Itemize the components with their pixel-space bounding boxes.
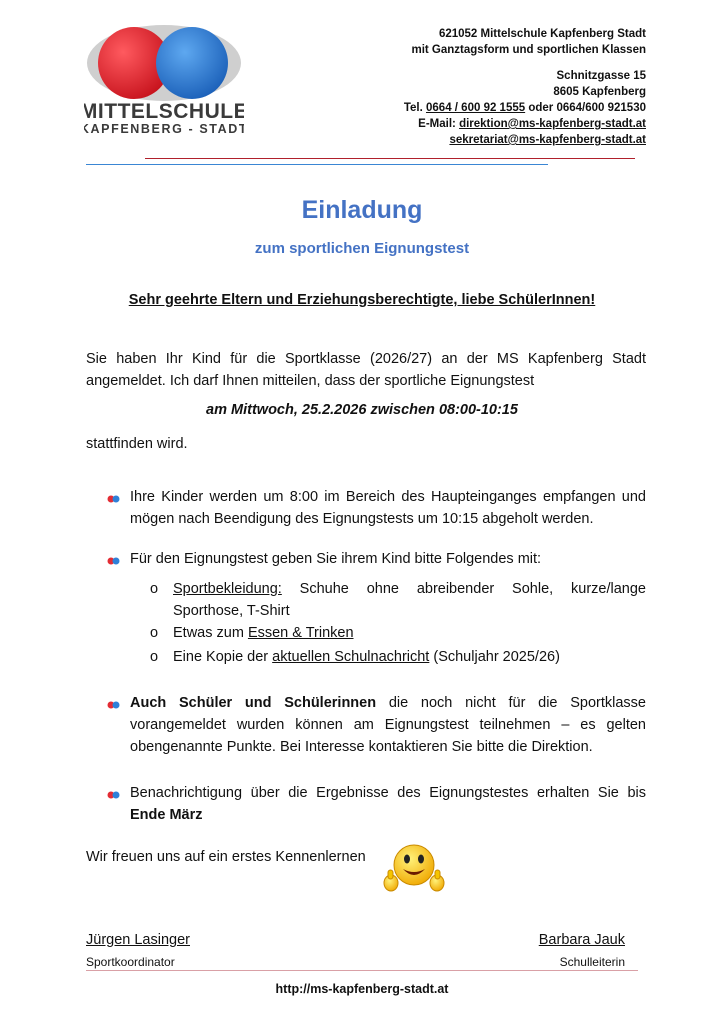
- sportswear-text: Schuhe ohne abreibender Sohle, kurze/lange Sporthose, T-Shirt: [173, 581, 646, 619]
- email-sekretariat-link[interactable]: sekretariat@ms-kapfenberg-stadt.at: [449, 134, 646, 146]
- bullet-arrival: Ihre Kinder werden um 8:00 im Bereich des Haupteinganges empfangen und mögen nach Beendigung des Eignungstests um 10:15 abgeholt werden.: [130, 489, 646, 527]
- school-logo: [84, 20, 244, 136]
- phone-link[interactable]: 0664 / 600 92 1555: [426, 102, 526, 114]
- address-street: Schnitzgasse 15: [556, 70, 646, 82]
- footer-website-link[interactable]: http://ms-kapfenberg-stadt.at: [275, 982, 449, 996]
- bullet-bring: Für den Eignungstest geben Sie ihrem Kind bitte Folgendes mit:: [130, 551, 542, 567]
- header-rule-blue: [86, 164, 548, 165]
- school-name-line2: mit Ganztagsform und sportlichen Klassen: [411, 44, 646, 56]
- signature-right-name: Barbara Jauk: [538, 932, 625, 948]
- food-prefix: Etwas zum: [173, 625, 248, 641]
- address-city: 8605 Kapfenberg: [553, 86, 646, 98]
- sub-item-report: [173, 646, 646, 668]
- intro-paragraph: Sie haben Ihr Kind für die Sportklasse (2026/27) an der MS Kapfenberg Stadt angemeldet. Ich darf Ihnen mitteilen, dass der sportliche Eignungstest: [86, 351, 646, 389]
- phone-prefix: Tel.: [403, 102, 427, 114]
- report-text: aktuellen Schulnachricht: [272, 649, 430, 665]
- school-name-line1: 621052 Mittelschule Kapfenberg Stadt: [438, 28, 646, 40]
- results-text: Benachrichtigung über die Ergebnisse des Eignungstestes erhalten Sie bis: [130, 785, 646, 801]
- signature-left-role: Sportkoordinator: [86, 955, 175, 969]
- school-address: [404, 68, 646, 148]
- page-subtitle: zum sportlichen Eignungstest: [254, 240, 470, 257]
- signature-right-role: Schulleiterin: [559, 955, 625, 969]
- sub-item-food: [173, 622, 646, 644]
- bullet-icon: [107, 787, 120, 796]
- event-date: am Mittwoch, 25.2.2026 zwischen 08:00-10:15: [206, 402, 518, 418]
- page-title: Einladung: [301, 196, 423, 224]
- bullet-other-students: [130, 692, 646, 758]
- smiley-thumbs-up-icon: [382, 843, 446, 897]
- email-prefix: E-Mail:: [418, 118, 460, 130]
- sub-list-marker: o: [150, 581, 159, 597]
- email-line-2: [404, 132, 646, 148]
- after-date-text: stattfinden wird.: [86, 436, 188, 452]
- report-suffix: (Schuljahr 2025/26): [429, 649, 560, 665]
- bullet-results: [130, 782, 646, 826]
- greeting: Sehr geehrte Eltern und Erziehungsberechtigte, liebe SchülerInnen!: [128, 292, 596, 308]
- food-text: Essen & Trinken: [247, 625, 354, 641]
- logo-text-line1: MITTELSCHULE: [84, 100, 244, 123]
- other-students-bold: Auch Schüler und Schülerinnen: [130, 695, 377, 711]
- sub-list-marker: o: [150, 625, 159, 641]
- bullet-icon: [107, 697, 120, 706]
- phone-line: [404, 100, 646, 116]
- school-name: [411, 26, 646, 58]
- signature-left-name: Jürgen Lasinger: [86, 932, 190, 948]
- other-students-text: die noch nicht für die Sportklasse vorangemeldet wurden können am Eignungstest teilnehmen – es gelten obengenannte Punkte. Bei Interesse kontaktieren Sie bitte die Direktion.: [130, 695, 646, 755]
- bullet-icon: [107, 553, 120, 562]
- sub-list-marker: o: [150, 649, 159, 665]
- email-line: [404, 116, 646, 132]
- logo-text-line2: KAPFENBERG - STADT: [84, 122, 244, 136]
- phone-suffix: oder 0664/600 921530: [525, 102, 646, 114]
- results-bold: Ende März: [130, 807, 203, 823]
- email-direktion-link[interactable]: direktion@ms-kapfenberg-stadt.at: [459, 118, 646, 130]
- footer-rule: [86, 970, 638, 971]
- closing-text: Wir freuen uns auf ein erstes Kennenlernen: [86, 849, 366, 865]
- sub-item-sportswear: [173, 578, 646, 622]
- sportswear-label: Sportbekleidung:: [173, 581, 282, 597]
- header-rule-red: [145, 158, 635, 159]
- bullet-icon: [107, 491, 120, 500]
- report-prefix: Eine Kopie der: [173, 649, 273, 665]
